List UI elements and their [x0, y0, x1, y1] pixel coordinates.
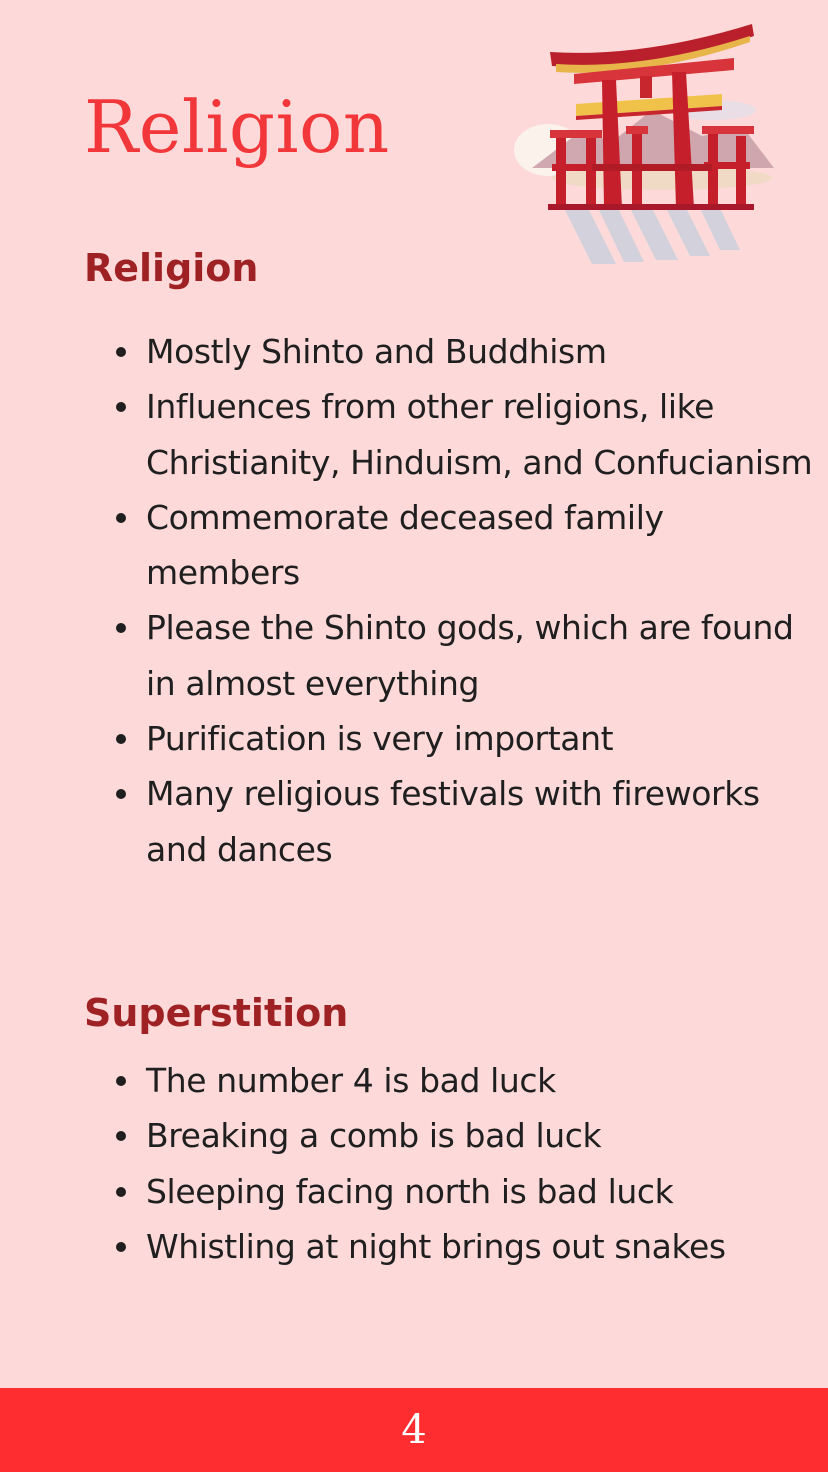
list-item: Influences from other religions, like Christianity, Hinduism, and Confucianism [146, 379, 826, 490]
footer-bar [0, 1388, 828, 1472]
list-item: The number 4 is bad luck [146, 1053, 826, 1108]
list-item: Many religious festivals with fireworks and dances [146, 766, 826, 877]
list-item: Please the Shinto gods, which are found in almost everything [146, 600, 826, 711]
superstition-list [84, 1053, 826, 1274]
list-item: Breaking a comb is bad luck [146, 1108, 826, 1163]
superstition-heading: Superstition [84, 991, 349, 1035]
list-item: Mostly Shinto and Buddhism [146, 324, 826, 379]
page-number: 4 [401, 1407, 427, 1453]
religion-heading: Religion [84, 246, 259, 290]
page-title: Religion [84, 85, 390, 169]
religion-list [84, 324, 826, 877]
list-item: Purification is very important [146, 711, 826, 766]
list-item: Whistling at night brings out snakes [146, 1219, 826, 1274]
list-item: Commemorate deceased family members [146, 490, 826, 601]
list-item: Sleeping facing north is bad luck [146, 1164, 826, 1219]
torii-gate-icon [512, 18, 778, 270]
